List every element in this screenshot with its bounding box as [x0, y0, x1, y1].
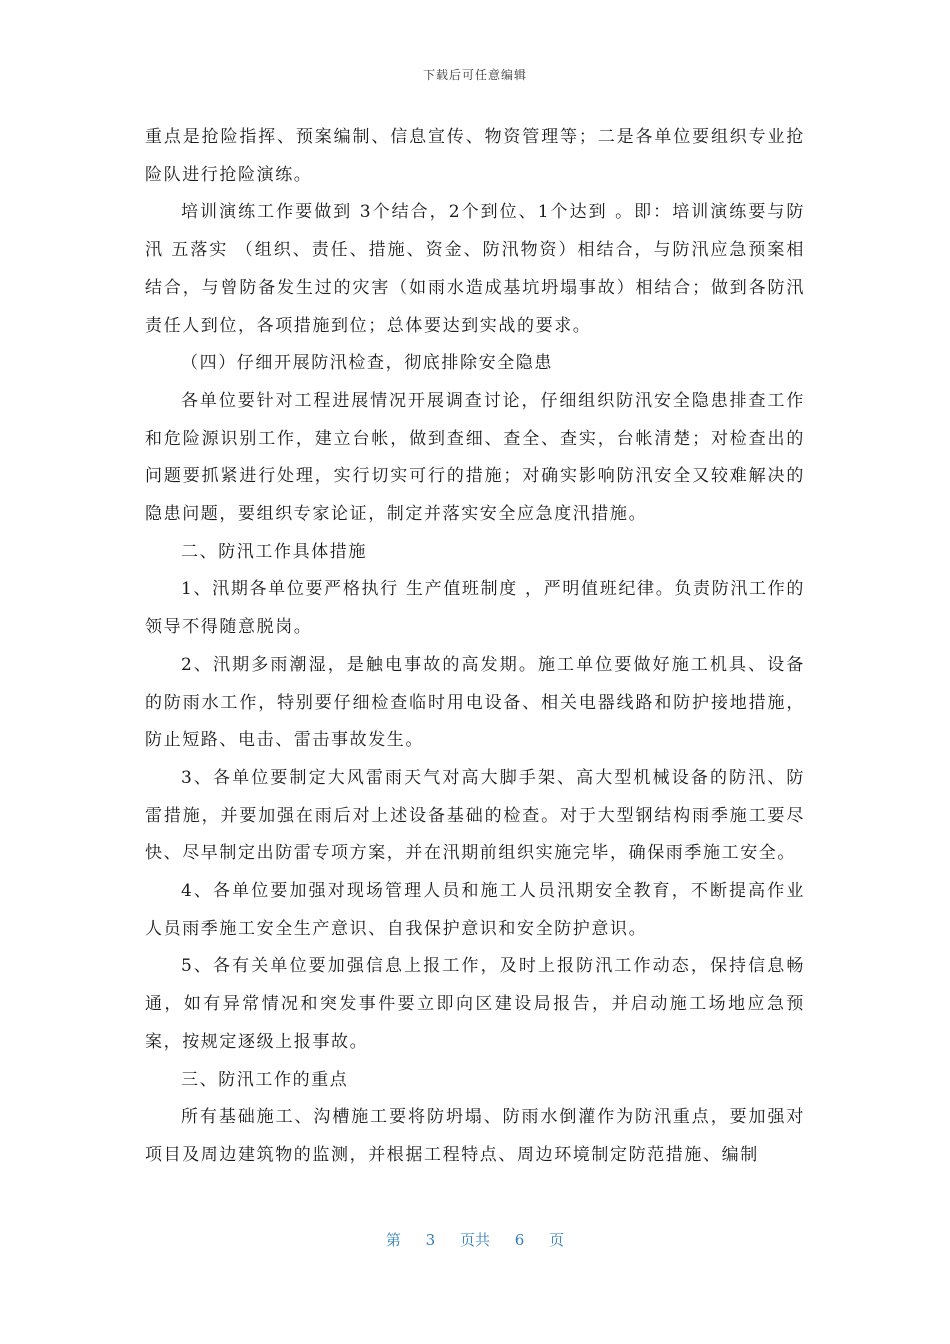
paragraph: 5、各有关单位要加强信息上报工作，及时上报防汛工作动态，保持信息畅通，如有异常情况和突发事件要立即向区建设局报告，并启动施工场地应急预案，按规定逐级上报事故。: [145, 956, 805, 1052]
section-heading: 二、防汛工作具体措施: [181, 541, 367, 562]
paragraph: 所有基础施工、沟槽施工要将防坍塌、防雨水倒灌作为防汛重点，要加强对项目及周边建筑物的监测，并根据工程特点、周边环境制定防范措施、编制: [145, 1107, 805, 1165]
document-body: [145, 119, 805, 1175]
footer-total-pages: 6: [514, 1231, 525, 1249]
header-text: 下载后可任意编辑: [422, 68, 527, 82]
footer-middle: 页共: [459, 1231, 490, 1249]
page-header: [0, 66, 950, 83]
footer-page-number: 3: [425, 1231, 436, 1249]
footer-prefix: 第: [385, 1231, 401, 1249]
paragraph: 3、各单位要制定大风雷雨天气对高大脚手架、高大型机械设备的防汛、防雷措施，并要加强在雨后对上述设备基础的检查。对于大型钢结构雨季施工要尽快、尽早制定出防雷专项方案，并在汛期前组织实施完毕，确保雨季施工安全。: [145, 767, 805, 864]
footer-suffix: 页: [549, 1231, 565, 1249]
paragraph: 培训演练工作要做到 3个结合，2个到位、1个达到 。即：培训演练要与防汛 五落实 （组织、责任、措施、资金、防汛物资）相结合，与防汛应急预案相结合，与曾防备发生过的灾害（如雨水造成基坑坍塌事故）相结合；做到各防汛责任人到位，各项措施到位；总体要达到实战的要求。: [145, 202, 805, 336]
section-heading: （四）仔细开展防汛检查，彻底排除安全隐患: [181, 353, 553, 374]
paragraph: 2、汛期多雨潮湿，是触电事故的高发期。施工单位要做好施工机具、设备的防雨水工作，特别要仔细检查临时用电设备、相关电器线路和防护接地措施，防止短路、电击、雷击事故发生。: [145, 654, 805, 751]
paragraph: 重点是抢险指挥、预案编制、信息宣传、物资管理等；二是各单位要组织专业抢险队进行抢险演练。: [145, 127, 805, 185]
paragraph: 4、各单位要加强对现场管理人员和施工人员汛期安全教育，不断提高作业人员雨季施工安全生产意识、自我保护意识和安全防护意识。: [145, 881, 805, 939]
page-footer: [0, 1229, 950, 1250]
paragraph: 1、汛期各单位要严格执行 生产值班制度 ，严明值班纪律。负责防汛工作的领导不得随意脱岗。: [145, 579, 805, 638]
paragraph: 各单位要针对工程进展情况开展调查讨论，仔细组织防汛安全隐患排查工作和危险源识别工作，建立台帐，做到查细、查全、查实，台帐清楚；对检查出的问题要抓紧进行处理，实行切实可行的措施；对确实影响防汛安全又较难解决的隐患问题，要组织专家论证，制定并落实安全应急度汛措施。: [145, 390, 805, 525]
section-heading: 三、防汛工作的重点: [181, 1069, 349, 1090]
